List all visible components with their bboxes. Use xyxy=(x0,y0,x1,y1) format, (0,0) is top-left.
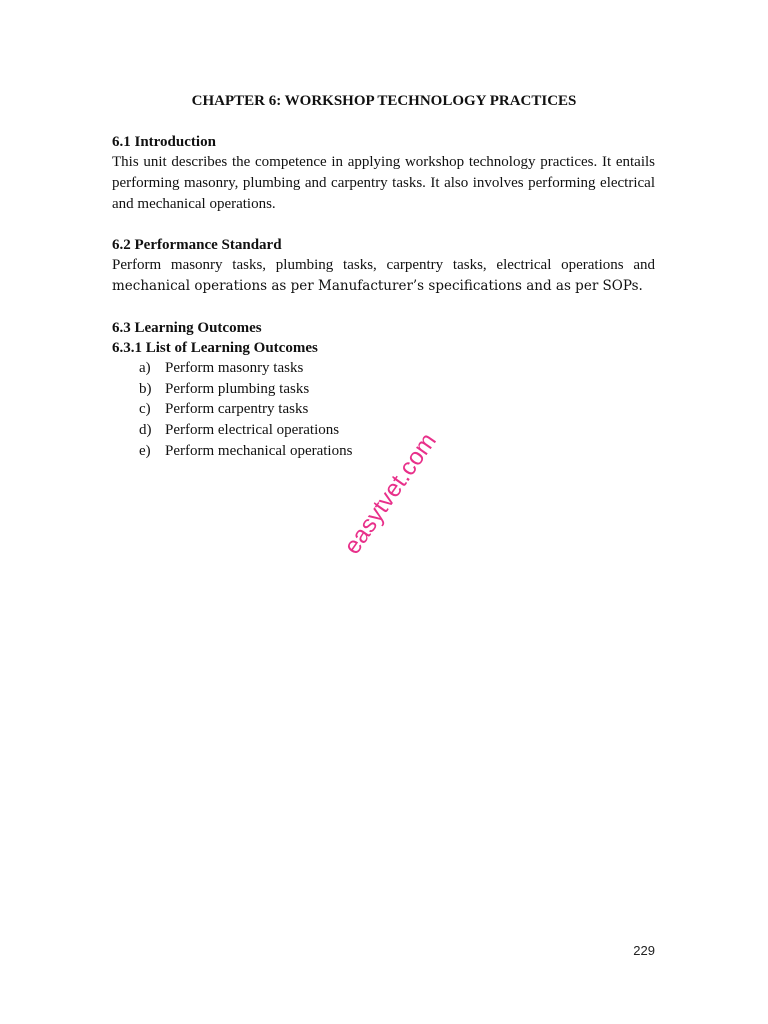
list-marker: b) xyxy=(139,380,152,397)
list-marker: a) xyxy=(139,360,151,376)
learning-outcomes-list xyxy=(112,358,655,462)
performance-standard-section xyxy=(112,235,655,297)
learning-outcomes-heading: 6.3 Learning Outcomes xyxy=(112,320,262,336)
list-item xyxy=(112,379,655,400)
watermark: easytvet.com xyxy=(338,428,442,560)
list-item-text: Perform carpentry tasks xyxy=(165,401,309,418)
performance-standard-text-line1: Perform masonry tasks, plumbing tasks, carpentry tasks, electrical operations and xyxy=(112,257,655,273)
list-marker: c) xyxy=(139,401,151,418)
learning-outcomes-subheading: 6.3.1 List of Learning Outcomes xyxy=(112,340,318,356)
list-item-text: Perform masonry tasks xyxy=(165,360,304,376)
performance-standard-text-line2: mechanical operations as per Manufacturer’s specifications and as per SOPs. xyxy=(112,278,643,294)
list-item xyxy=(112,358,655,379)
list-item xyxy=(112,399,655,420)
list-marker: d) xyxy=(139,422,152,439)
list-item xyxy=(112,420,655,441)
introduction-section xyxy=(112,132,655,215)
list-item xyxy=(112,441,655,462)
learning-outcomes-section xyxy=(112,318,655,462)
list-item-text: Perform electrical operations xyxy=(165,422,340,439)
list-item-text: Perform plumbing tasks xyxy=(165,380,310,397)
page-number: 229 xyxy=(633,943,655,958)
introduction-text: This unit describes the competence in applying workshop technology practices. It entails performing masonry, plumbing and carpentry tasks. It also involves performing electrical and mechanical operations. xyxy=(112,154,655,212)
performance-standard-heading: 6.2 Performance Standard xyxy=(112,237,282,253)
list-marker: e) xyxy=(139,442,151,459)
chapter-title: CHAPTER 6: WORKSHOP TECHNOLOGY PRACTICES xyxy=(191,93,577,109)
list-item-text: Perform mechanical operations xyxy=(165,442,353,459)
introduction-heading: 6.1 Introduction xyxy=(112,134,216,150)
